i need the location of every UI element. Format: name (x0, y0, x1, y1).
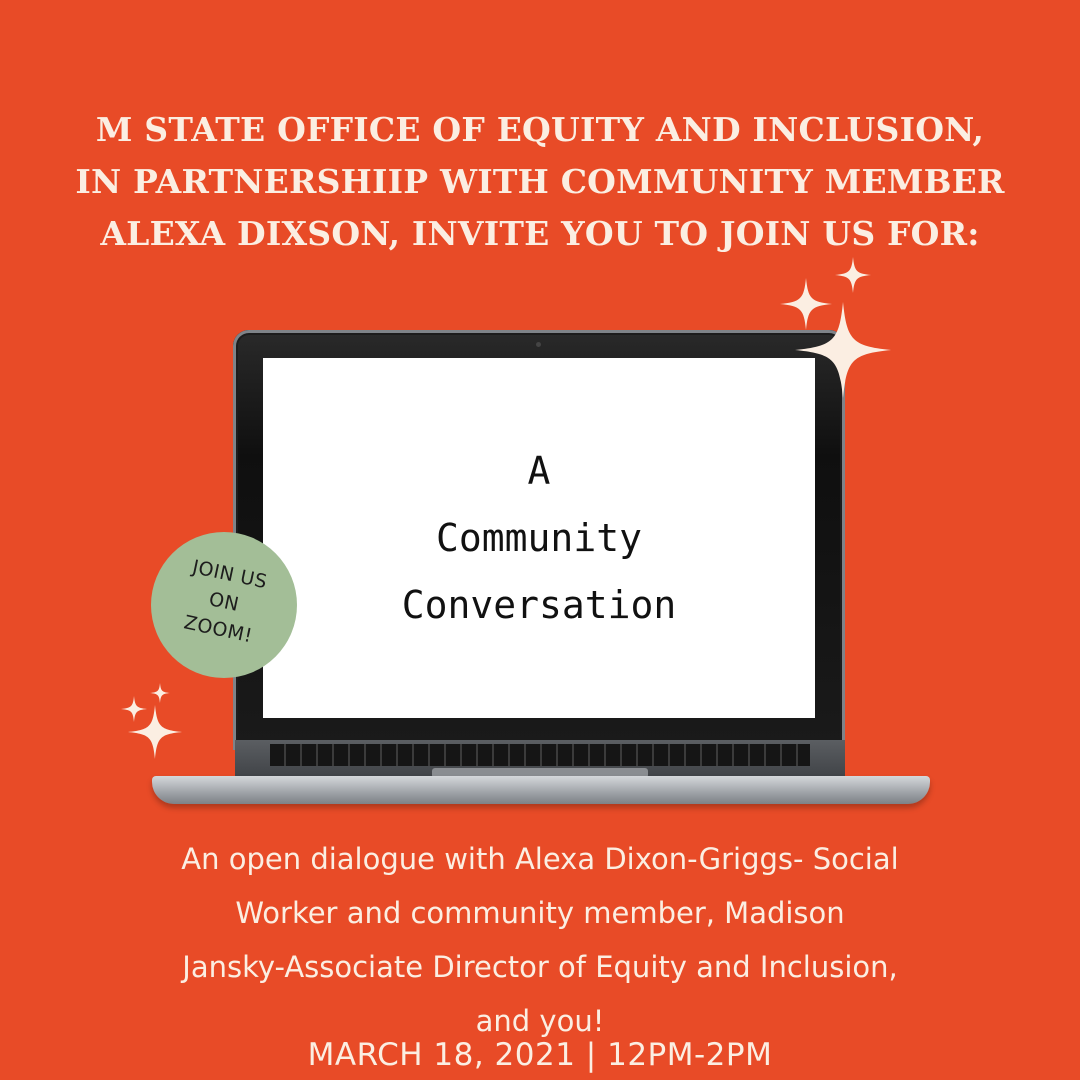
description-line-4: and you! (475, 1004, 605, 1038)
event-date: MARCH 18, 2021 | 12PM-2PM (307, 1037, 773, 1073)
sparkle-icon (150, 683, 170, 703)
zoom-badge (151, 532, 297, 678)
description-line-2: Worker and community member, Madison (235, 896, 845, 930)
sparkle-icon (795, 302, 891, 398)
laptop-keyboard (270, 744, 810, 766)
zoom-badge-text (144, 546, 304, 659)
headline-line-3: ALEXA DIXSON, INVITE YOU TO JOIN US FOR: (100, 214, 980, 253)
description-line-3: Jansky-Associate Director of Equity and Inclusion, (182, 950, 898, 984)
zoom-badge-line-2: ON (206, 588, 242, 616)
description-line-1: An open dialogue with Alexa Dixon-Griggs- Social (181, 842, 899, 876)
laptop-screen (263, 358, 815, 718)
screen-title-line-2: Community (436, 516, 642, 560)
screen-title-line-1: A (527, 449, 551, 493)
event-description (40, 832, 1040, 1048)
headline-line-1: M STATE OFFICE OF EQUITY AND INCLUSION, (95, 110, 985, 149)
event-headline (0, 104, 1080, 260)
sparkle-icon (128, 705, 182, 759)
screen-title (263, 438, 815, 639)
zoom-badge-line-3: ZOOM! (181, 611, 255, 648)
laptop-base (152, 776, 930, 804)
screen-title-line-3: Conversation (401, 583, 677, 627)
zoom-badge-line-1: JOIN US (190, 555, 270, 594)
headline-line-2: IN PARTNERSHIIP WITH COMMUNITY MEMBER (75, 162, 1005, 201)
camera-icon (536, 342, 541, 347)
sparkle-icon (835, 257, 871, 293)
laptop-icon (233, 330, 845, 750)
